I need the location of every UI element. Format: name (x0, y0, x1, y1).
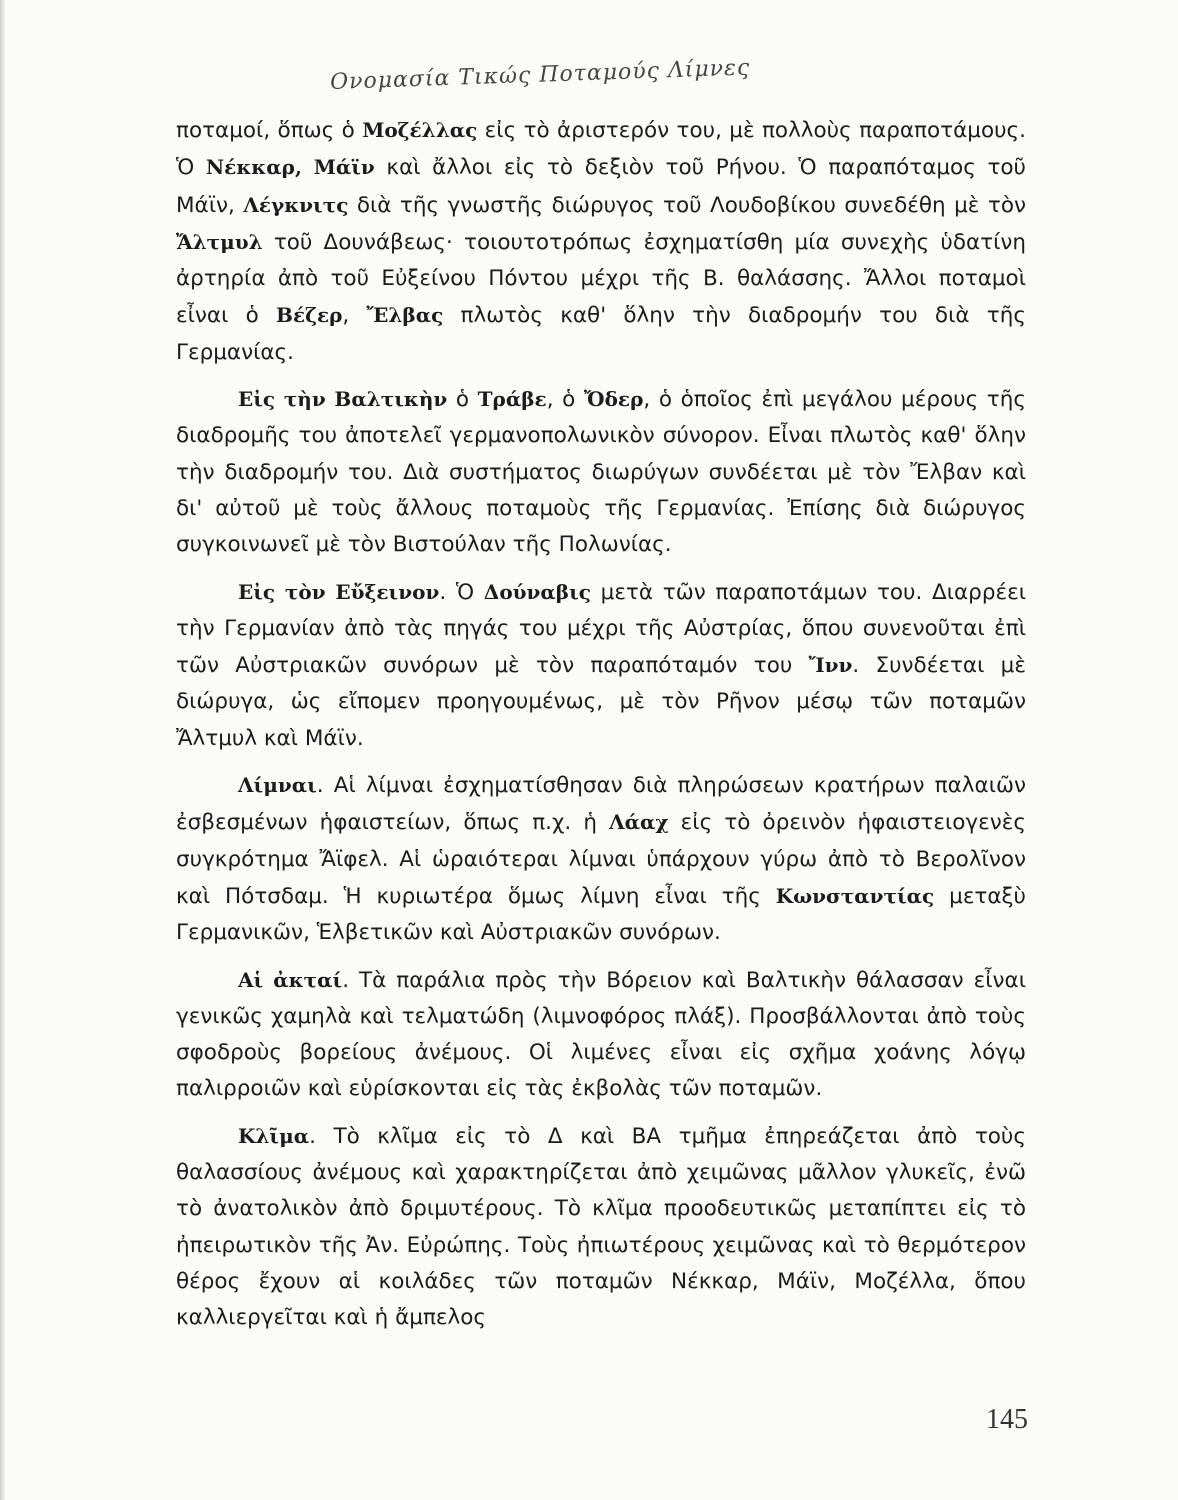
paragraph (176, 574, 1026, 757)
bold-term: Εἰς τὴν Βαλτικὴν (238, 387, 448, 412)
bold-term: Κωνσταντίας (775, 883, 935, 908)
bold-term: Βέζερ (276, 303, 343, 328)
text-run: . Τὸ κλῖμα εἰς τὸ Δ καὶ ΒΑ τμῆμα ἐπηρεάζεται ἀπὸ τοὺς θαλασσίους ἀνέμους καὶ χαρακτηρίζεται ἀπὸ χειμῶνας μᾶλλον γλυκεῖς, ἐνῶ τὸ ἀνατολικὸν ἀπὸ δριμυτέρους. Τὸ κλῖμα προοδευτικῶς μεταπίπτει εἰς τὸ ἠπειρωτικὸν τῆς Ἀν. Εὐρώπης. Τοὺς ἠπιωτέρους χειμῶνας καὶ τὸ θερμότερον θέρος ἔχουν αἱ κοιλάδες τῶν ποταμῶν Νέκκαρ, Μάϊν, Μοζέλλα, ὅπου καλλιεργεῖται καὶ ἡ ἄμπελος (176, 1123, 1026, 1331)
body-text (176, 112, 1026, 1347)
text-run: ὁ (447, 387, 478, 413)
bold-term: Νέκκαρ, Μάϊν (205, 155, 375, 180)
bold-term: Λίμναι (238, 773, 317, 798)
text-run: τοῦ Δουνάβεως· τοιουτοτρόπως ἐσχηματίσθη μία συνεχὴς ὑδατίνη ἀρτηρία ἀπὸ τοῦ Εὐξείνου Πόντου μέχρι τῆς Β. θαλάσσης. Ἄλλοι ποταμοὶ εἶναι ὁ (176, 229, 1026, 329)
text-run: . Συνδέεται μὲ διώρυγα, ὡς εἴπομεν προηγουμένως, μὲ τὸν Ρῆνον μέσῳ τῶν ποταμῶν Ἄλτμυλ καὶ Μάϊν. (176, 653, 1026, 751)
handwritten-note: Ονομασία Τικώς Ποταμούς Λίμνες (329, 55, 751, 96)
text-run: , ὁ ὁποῖος ἐπὶ μεγάλου μέρους τῆς διαδρομῆς του ἀποτελεῖ γερμανοπολωνικὸν σύνορον. Εἶναι πλωτὸς καθ' ὅλην τὴν διαδρομήν του. Διὰ συστήματος διωρύγων συνδέεται μὲ τὸν Ἔλβαν καὶ δι' αὐτοῦ μὲ τοὺς ἄλλους ποταμοὺς τῆς Γερμανίας. Ἐπίσης διὰ διώρυγος συγκοινωνεῖ μὲ τὸν Βιστούλαν τῆς Πολωνίας. (176, 387, 1026, 558)
bold-term: Δούναβις (483, 579, 591, 604)
bold-term: Τράβε (477, 387, 547, 412)
page-number: 145 (986, 1404, 1028, 1435)
paragraph (176, 1118, 1026, 1337)
bold-term: Ἔλβας (366, 303, 444, 328)
bold-term: Λάαχ (609, 810, 669, 835)
bold-term: Ἴνν (808, 653, 853, 678)
paragraph (176, 381, 1026, 563)
text-run: μεταξὺ Γερμανικῶν, Ἑλβετικῶν καὶ Αὐστριακῶν συνόρων. (176, 883, 1026, 946)
bold-term: Εἰς τὸν Εὔξεινον (238, 579, 440, 604)
text-run: μετὰ τῶν παραποτάμων του. Διαρρέει τὴν Γερμανίαν ἀπὸ τὰς πηγάς του μέχρι τῆς Αὐστρίας, ὅπου συνενοῦται ἐπὶ τῶν Αὐστριακῶν συνόρων μὲ τὸν παραπόταμόν του (176, 579, 1026, 679)
text-run: εἰς τὸ ὀρεινὸν ἡφαιστειογενὲς συγκρότημα Ἄϊφελ. Αἱ ὡραιότεραι λίμναι ὑπάρχουν γύρω ἀπὸ τὸ Βερολῖνον καὶ Πότσδαμ. Ἡ κυριωτέρα ὅμως λίμνη εἶναι τῆς (176, 810, 1027, 909)
text-run: πλωτὸς καθ' ὅλην τὴν διαδρομήν του διὰ τῆς Γερμανίας. (176, 303, 1026, 365)
text-run: εἰς τὸ ἀριστερόν του, μὲ πολλοὺς παραποτάμους. Ὁ (176, 118, 1026, 181)
paragraph (176, 767, 1026, 951)
bold-term: Ἄλτμυλ (176, 229, 263, 254)
text-run: καὶ ἄλλοι εἰς τὸ δεξιὸν τοῦ Ρήνου. Ὁ παραπόταμος τοῦ Μάϊν, (176, 155, 1026, 218)
text-run: . Αἱ λίμναι ἐσχηματίσθησαν διὰ πληρώσεων κρατήρων παλαιῶν ἐσβεσμένων ἡφαιστείων, ὅπως π.χ. ἡ (176, 773, 1026, 836)
bold-term: Κλῖμα (238, 1123, 310, 1148)
paragraph (176, 962, 1026, 1108)
text-run: ποταμοί, ὅπως ὁ (176, 118, 363, 143)
text-run: , ὁ (546, 387, 584, 413)
bold-term: Αἱ ἀκταί (238, 967, 343, 992)
bold-term: Μοζέλλας (362, 118, 478, 142)
page-edge-shadow (0, 0, 6, 1500)
text-run: διὰ τῆς γνωστῆς διώρυγος τοῦ Λουδοβίκου συνεδέθη μὲ τὸν (348, 192, 1026, 218)
paragraph (176, 112, 1026, 371)
text-run: . Τὰ παράλια πρὸς τὴν Βόρειον καὶ Βαλτικὴν θάλασσαν εἶναι γενικῶς χαμηλὰ καὶ τελματώδη (λιμνοφόρος πλάξ). Προσβάλλονται ἀπὸ τοὺς σφοδροὺς βορείους ἀνέμους. Οἱ λιμένες εἶναι εἰς σχῆμα χοάνης λόγῳ παλιρροιῶν καὶ εὑρίσκονται εἰς τὰς ἐκβολὰς τῶν ποταμῶν. (176, 967, 1026, 1102)
text-run: . Ὁ (439, 579, 484, 605)
bold-term: Ὄδερ (583, 387, 644, 412)
text-run: , (342, 303, 367, 329)
bold-term: Λέγκνιτς (243, 192, 349, 217)
